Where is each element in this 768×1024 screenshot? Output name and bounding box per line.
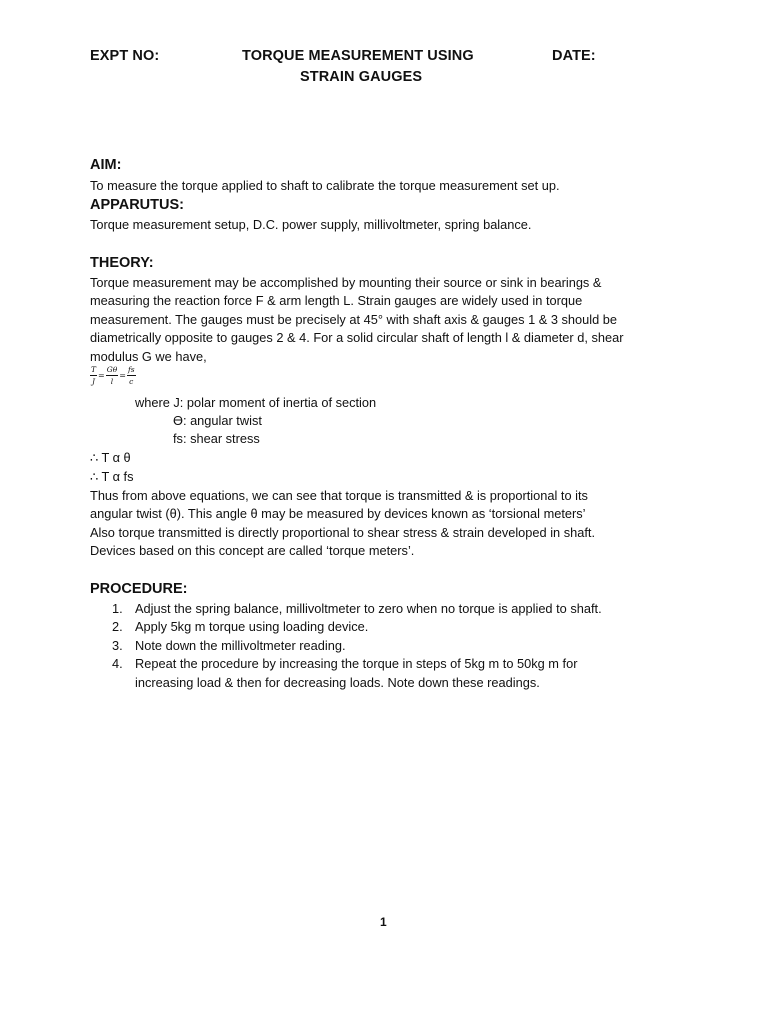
theory-heading: THEORY: <box>90 255 154 271</box>
expt-no-label: EXPT NO: <box>90 48 160 64</box>
theory-conclusion <box>90 487 690 561</box>
theory-line: Torque measurement may be accomplished by mounting their source or sink in bearings & <box>90 275 602 290</box>
theory-line: measuring the reaction force F & arm length L. Strain gauges are widely used in torque <box>90 293 583 309</box>
equals-sign: = <box>119 370 126 380</box>
list-item-line: increasing load & then for decreasing loads. Note down these readings. <box>135 674 540 690</box>
list-item-text <box>135 618 368 636</box>
conclusion-line: angular twist (θ). This angle θ may be measured by devices known as ‘torsional meters’ <box>90 506 586 522</box>
list-item <box>90 637 690 655</box>
aim-text: To measure the torque applied to shaft to calibrate the torque measurement set up. <box>90 178 560 193</box>
procedure-heading: PROCEDURE: <box>90 581 188 597</box>
theory-paragraph <box>90 274 690 366</box>
title-line-2: STRAIN GAUGES <box>300 69 423 85</box>
theory-line: diametrically opposite to gauges 2 & 4. For a solid circular shaft of length l & diameter d, shear <box>90 330 624 346</box>
fraction-denominator: l <box>110 376 114 386</box>
list-item-text <box>135 637 346 655</box>
list-item-text <box>135 655 577 692</box>
list-item-number: 2. <box>112 619 123 635</box>
fs-definition: fs: shear stress <box>173 431 260 446</box>
equals-sign: = <box>98 370 105 380</box>
list-item-number: 3. <box>112 637 123 653</box>
fraction-numerator: T <box>91 365 97 374</box>
conclusion-line: Devices based on this concept are called ‘torque meters’. <box>90 543 415 559</box>
list-item-line: Apply 5kg m torque using loading device. <box>135 619 369 635</box>
list-item-line: Note down the millivoltmeter reading. <box>135 637 346 653</box>
fraction-denominator: J <box>92 376 96 386</box>
fraction-denominator: c <box>129 376 134 386</box>
theory-line: modulus G we have, <box>90 348 207 364</box>
fraction-g-theta-over-l <box>106 366 119 385</box>
list-item-line: Adjust the spring balance, millivoltmeter to zero when no torque is applied to shaft. <box>135 601 602 616</box>
proportional-fs: ∴ T α fs <box>90 469 134 484</box>
procedure-list <box>90 600 690 692</box>
list-item-number: 1. <box>112 601 123 616</box>
where-line: where J: polar moment of inertia of section <box>135 395 377 410</box>
list-item <box>90 618 690 636</box>
list-item <box>90 600 690 618</box>
conclusion-line: Thus from above equations, we can see that torque is transmitted & is proportional to its <box>90 488 588 503</box>
fraction-t-over-j <box>90 366 97 385</box>
list-item <box>90 655 690 692</box>
conclusion-line: Also torque transmitted is directly proportional to shear stress & strain developed in shaft. <box>90 524 596 540</box>
list-item-number: 4. <box>112 656 123 672</box>
theta-definition: ϴ: angular twist <box>173 413 262 428</box>
apparatus-heading: APPARUTUS: <box>90 197 184 213</box>
page-number: 1 <box>380 915 387 929</box>
theory-line: measurement. The gauges must be precisely at 45° with shaft axis & gauges 1 & 3 should be <box>90 311 618 327</box>
fraction-fs-over-c <box>127 366 136 385</box>
proportional-theta: ∴ T α θ <box>90 450 131 465</box>
apparatus-text: Torque measurement setup, D.C. power supply, millivoltmeter, spring balance. <box>90 217 532 232</box>
title-line-1: TORQUE MEASUREMENT USING <box>242 48 474 64</box>
list-item-text <box>135 600 602 618</box>
date-label: DATE: <box>552 48 596 64</box>
fraction-numerator: fs <box>127 365 135 374</box>
list-item-line: Repeat the procedure by increasing the torque in steps of 5kg m to 50kg m for <box>135 656 578 672</box>
torsion-formula <box>90 366 136 385</box>
fraction-numerator: Gθ <box>106 365 118 374</box>
aim-heading: AIM: <box>90 157 122 173</box>
